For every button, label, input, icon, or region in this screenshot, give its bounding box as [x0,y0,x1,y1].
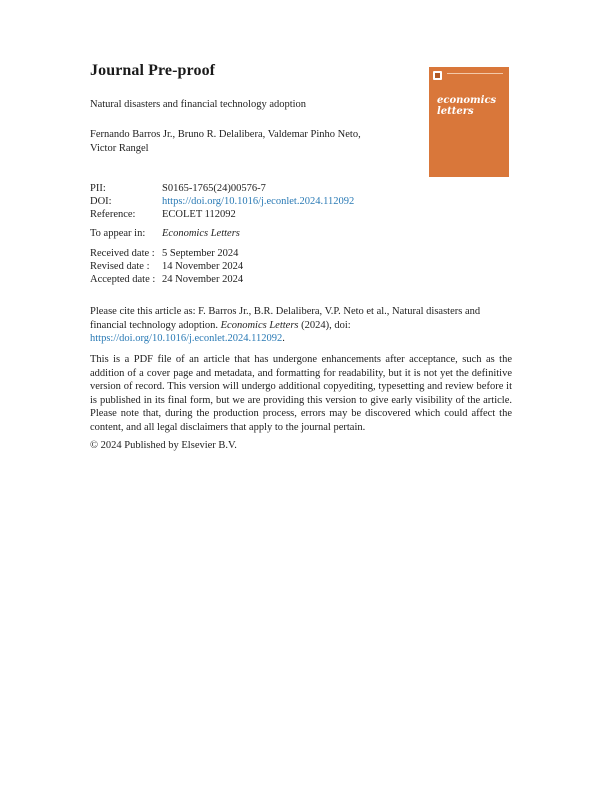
page-title: Journal Pre-proof [90,62,216,79]
pii-row [90,182,354,195]
citation-journal: Economics Letters [220,319,299,331]
received-value: 5 September 2024 [162,248,239,259]
accepted-value: 24 November 2024 [162,274,244,285]
received-row [90,247,243,260]
appear-label: To appear in: [90,228,146,239]
journal-cover-image [429,67,509,177]
doi-label: DOI: [90,196,112,207]
article-metadata [90,182,354,221]
authors-line: Victor Rangel [90,143,149,154]
revised-value: 14 November 2024 [162,261,244,272]
doi-row [90,195,354,208]
citation-paragraph [90,305,512,346]
doi-link[interactable]: https://doi.org/10.1016/j.econlet.2024.112092 [162,196,355,207]
cover-journal-line: economics [437,95,497,106]
preproof-notice: This is a PDF file of an article that has undergone enhancements after acceptance, such as the addition of a cover page and metadata, and formatting for readability, but it is not yet the definitive version of record. This version will undergo additional copyediting, typesetting and review before it is published in its final form, but we are providing this version to give early visibility of the article. Please note that, during the production process, errors may be discovered which could affect the content, and all legal disclaimers that apply to the journal pertain. [90,354,512,433]
authors-line: Fernando Barros Jr., Bruno R. Delalibera, Valdemar Pinho Neto, [90,129,361,140]
citation-prefix: Please cite this article as: F. Barros Jr., B.R. Delalibera, V.P. Neto et al., Natural disasters and financial technology adoption. [90,306,481,331]
cover-divider [447,73,503,74]
received-label: Received date : [90,248,155,259]
accepted-row [90,273,243,286]
citation-doi-link[interactable]: https://doi.org/10.1016/j.econlet.2024.112092 [90,333,283,344]
dates-block [90,247,243,286]
citation-suffix: (2024), doi: [298,319,351,331]
reference-row [90,208,354,221]
accepted-label: Accepted date : [90,274,156,285]
revised-label: Revised date : [90,261,150,272]
article-title: Natural disasters and financial technology adoption [90,99,307,110]
copyright-notice: © 2024 Published by Elsevier B.V. [90,440,237,451]
elsevier-logo-icon [433,71,442,80]
appear-journal: Economics Letters [162,228,240,239]
cover-journal-name [437,95,507,117]
authors-block [90,128,390,156]
pii-label: PII: [90,183,106,194]
reference-value: ECOLET 112092 [162,209,236,220]
revised-row [90,260,243,273]
citation-end: . [282,333,285,344]
cover-journal-line: letters [437,106,474,117]
reference-label: Reference: [90,209,136,220]
pii-value: S0165-1765(24)00576-7 [162,183,266,194]
appear-in-row [90,228,240,239]
